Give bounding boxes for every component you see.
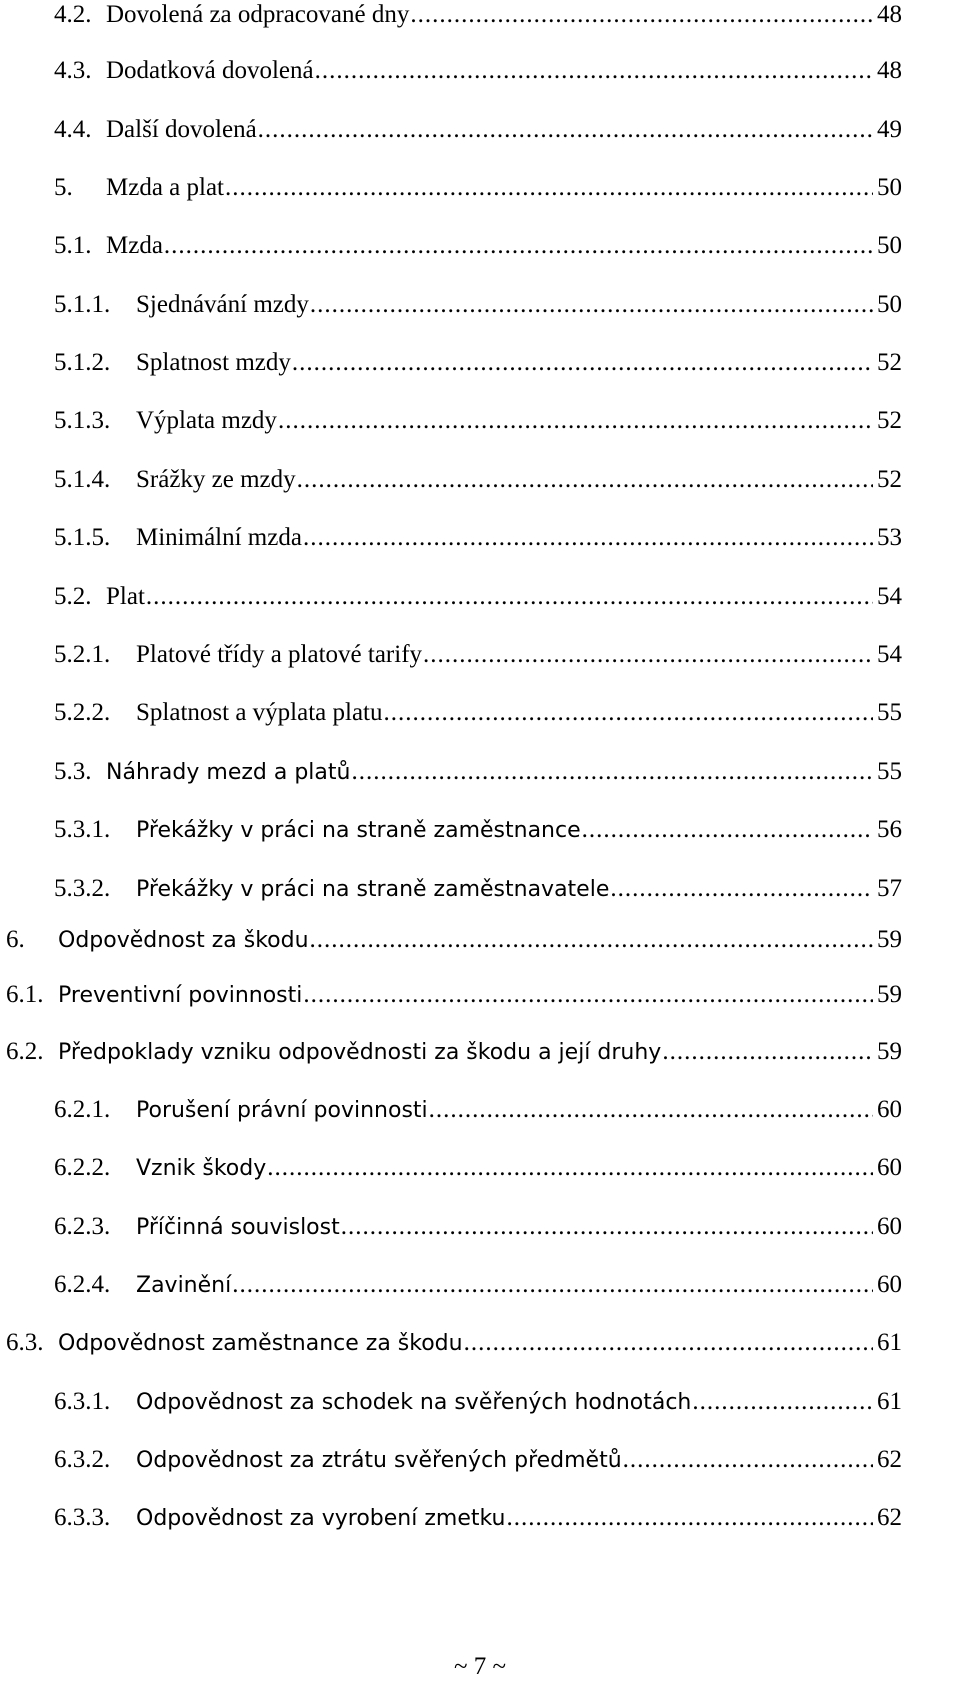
toc-entry-number: 5.2.2. [54, 699, 111, 726]
toc-entry-page: 59 [877, 926, 902, 953]
toc-entry-title: Výplata mzdy [136, 407, 277, 434]
toc-entry-title: Srážky ze mzdy [136, 466, 296, 493]
toc-entry[interactable] [6, 1037, 902, 1068]
toc-entry-page: 61 [877, 1388, 902, 1415]
toc-entry-number: 6.3.1. [54, 1388, 111, 1415]
toc-entry[interactable] [54, 115, 902, 145]
toc-entry-title: Sjednávání mzdy [136, 291, 309, 318]
toc-entry-title: Dodatková dovolená [106, 57, 314, 84]
toc-entry[interactable] [54, 465, 902, 495]
toc-entry-page: 59 [877, 1038, 902, 1065]
toc-entry-title: Mzda a plat [106, 174, 225, 201]
toc-entry-page: 50 [877, 174, 902, 201]
toc-entry-title: Překážky v práci na straně zaměstnavatele [136, 877, 610, 902]
toc-entry[interactable] [54, 290, 902, 320]
toc-entry-title: Příčinná souvislost [136, 1215, 340, 1240]
toc-entry-number: 6.2.2. [54, 1154, 111, 1181]
toc-entry-number: 5.1.4. [54, 466, 111, 493]
toc-entry-page: 61 [877, 1329, 902, 1356]
toc-entry-page: 60 [877, 1096, 902, 1123]
toc-entry-page: 54 [877, 583, 902, 610]
toc-entry[interactable] [54, 815, 902, 846]
toc-entry[interactable] [54, 698, 902, 728]
toc-entry-page: 53 [877, 524, 902, 551]
dot-leader [225, 173, 873, 203]
toc-entry[interactable] [6, 925, 902, 956]
toc-entry[interactable] [54, 640, 902, 670]
toc-entry-number: 5.1.2. [54, 349, 111, 376]
dot-leader [232, 1270, 873, 1300]
toc-entry-number: 5.2.1. [54, 641, 111, 668]
dot-leader [297, 465, 873, 495]
dot-leader [292, 348, 873, 378]
toc-entry-number: 5. [54, 174, 73, 201]
dot-leader [303, 980, 873, 1010]
dot-leader [623, 1445, 873, 1475]
dot-leader [267, 1153, 873, 1183]
toc-entry-number: 5.1. [54, 232, 92, 259]
dot-leader [429, 1095, 873, 1125]
toc-entry-title: Splatnost mzdy [136, 349, 291, 376]
toc-entry[interactable] [54, 874, 902, 905]
dot-leader [410, 0, 873, 30]
toc-entry-page: 49 [877, 116, 902, 143]
toc-entry[interactable] [54, 523, 902, 553]
toc-entry-number: 6.3.3. [54, 1504, 111, 1531]
toc-entry-number: 6. [6, 926, 25, 953]
toc-entry-page: 52 [877, 349, 902, 376]
toc-entry-number: 5.3.1. [54, 816, 111, 843]
toc-entry[interactable] [54, 56, 902, 86]
dot-leader [278, 406, 873, 436]
toc-entry-title: Minimální mzda [136, 524, 302, 551]
toc-entry-number: 4.4. [54, 116, 92, 143]
toc-entry[interactable] [54, 231, 902, 261]
dot-leader [310, 925, 873, 955]
toc-entry-number: 5.3.2. [54, 875, 111, 902]
toc-entry-number: 6.2. [6, 1038, 44, 1065]
toc-entry-title: Odpovědnost za schodek na svěřených hodnotách [136, 1390, 692, 1415]
toc-entry-title: Překážky v práci na straně zaměstnance [136, 818, 581, 843]
toc-entry-page: 55 [877, 758, 902, 785]
toc-entry-title: Odpovědnost za vyrobení zmetku [136, 1506, 506, 1531]
toc-entry-number: 5.2. [54, 583, 92, 610]
toc-entry[interactable] [54, 1387, 902, 1418]
toc-entry[interactable] [54, 757, 902, 788]
toc-entry-title: Plat [106, 583, 145, 610]
toc-entry-page: 60 [877, 1271, 902, 1298]
toc-entry[interactable] [54, 1095, 902, 1126]
toc-entry[interactable] [54, 1503, 902, 1534]
toc-entry-page: 52 [877, 466, 902, 493]
toc-entry-title: Náhrady mezd a platů [106, 760, 351, 785]
toc-entry-title: Další dovolená [106, 116, 257, 143]
toc-entry-number: 6.3.2. [54, 1446, 111, 1473]
toc-entry-page: 62 [877, 1446, 902, 1473]
toc-entry[interactable] [6, 980, 902, 1011]
toc-entry-page: 59 [877, 981, 902, 1008]
dot-leader [423, 640, 873, 670]
toc-entry[interactable] [54, 348, 902, 378]
dot-leader [692, 1387, 873, 1417]
dot-leader [310, 290, 873, 320]
toc-entry[interactable] [54, 582, 902, 612]
toc-entry-page: 50 [877, 232, 902, 259]
toc-entry-title: Dovolená za odpracované dny [106, 1, 410, 28]
dot-leader [258, 115, 873, 145]
toc-entry-number: 6.2.1. [54, 1096, 111, 1123]
toc-entry[interactable] [54, 1212, 902, 1243]
toc-entry-page: 57 [877, 875, 902, 902]
dot-leader [507, 1503, 874, 1533]
toc-entry-title: Odpovědnost za ztrátu svěřených předmětů [136, 1448, 622, 1473]
dot-leader [315, 56, 873, 86]
toc-entry-number: 4.2. [54, 1, 92, 28]
dot-leader [303, 523, 873, 553]
toc-entry-page: 62 [877, 1504, 902, 1531]
toc-entry[interactable] [6, 1328, 902, 1359]
toc-entry-page: 54 [877, 641, 902, 668]
toc-entry[interactable] [54, 1270, 902, 1301]
dot-leader [464, 1328, 873, 1358]
toc-entry-number: 5.1.1. [54, 291, 111, 318]
toc-entry-number: 6.3. [6, 1329, 44, 1356]
page-number: ~ 7 ~ [453, 1653, 507, 1680]
toc-entry[interactable] [54, 406, 902, 436]
toc-entry[interactable] [54, 0, 902, 30]
toc-entry-number: 6.2.3. [54, 1213, 111, 1240]
toc-entry-title: Splatnost a výplata platu [136, 699, 383, 726]
toc-entry-number: 5.3. [54, 758, 92, 785]
dot-leader [662, 1037, 873, 1067]
toc-entry-number: 5.1.5. [54, 524, 111, 551]
toc-entry-page: 48 [877, 1, 902, 28]
toc-entry-page: 52 [877, 407, 902, 434]
toc-entry-title: Preventivní povinnosti [58, 983, 303, 1008]
toc-entry-number: 6.1. [6, 981, 44, 1008]
toc-entry-page: 60 [877, 1213, 902, 1240]
toc-entry-title: Vznik škody [136, 1156, 267, 1181]
toc-entry-title: Předpoklady vzniku odpovědnosti za škodu a její druhy [58, 1040, 662, 1065]
dot-leader [582, 815, 873, 845]
dot-leader [383, 698, 873, 728]
dot-leader [341, 1212, 873, 1242]
toc-entry[interactable] [54, 1153, 902, 1184]
toc-entry-title: Mzda [106, 232, 163, 259]
toc-entry-page: 60 [877, 1154, 902, 1181]
toc-entry-title: Porušení právní povinnosti [136, 1098, 428, 1123]
toc-entry-title: Platové třídy a platové tarify [136, 641, 423, 668]
toc-entry-title: Zavinění [136, 1273, 232, 1298]
toc-entry-page: 48 [877, 57, 902, 84]
dot-leader [351, 757, 873, 787]
toc-entry-number: 5.1.3. [54, 407, 111, 434]
toc-entry-title: Odpovědnost zaměstnance za škodu [58, 1331, 463, 1356]
dot-leader [164, 231, 873, 261]
toc-entry-title: Odpovědnost za škodu [58, 928, 309, 953]
dot-leader [146, 582, 873, 612]
dot-leader [610, 874, 873, 904]
toc-entry[interactable] [54, 173, 902, 203]
toc-entry-page: 50 [877, 291, 902, 318]
toc-entry-number: 4.3. [54, 57, 92, 84]
toc-entry-number: 6.2.4. [54, 1271, 111, 1298]
toc-entry-page: 55 [877, 699, 902, 726]
toc-entry[interactable] [54, 1445, 902, 1476]
toc-entry-page: 56 [877, 816, 902, 843]
